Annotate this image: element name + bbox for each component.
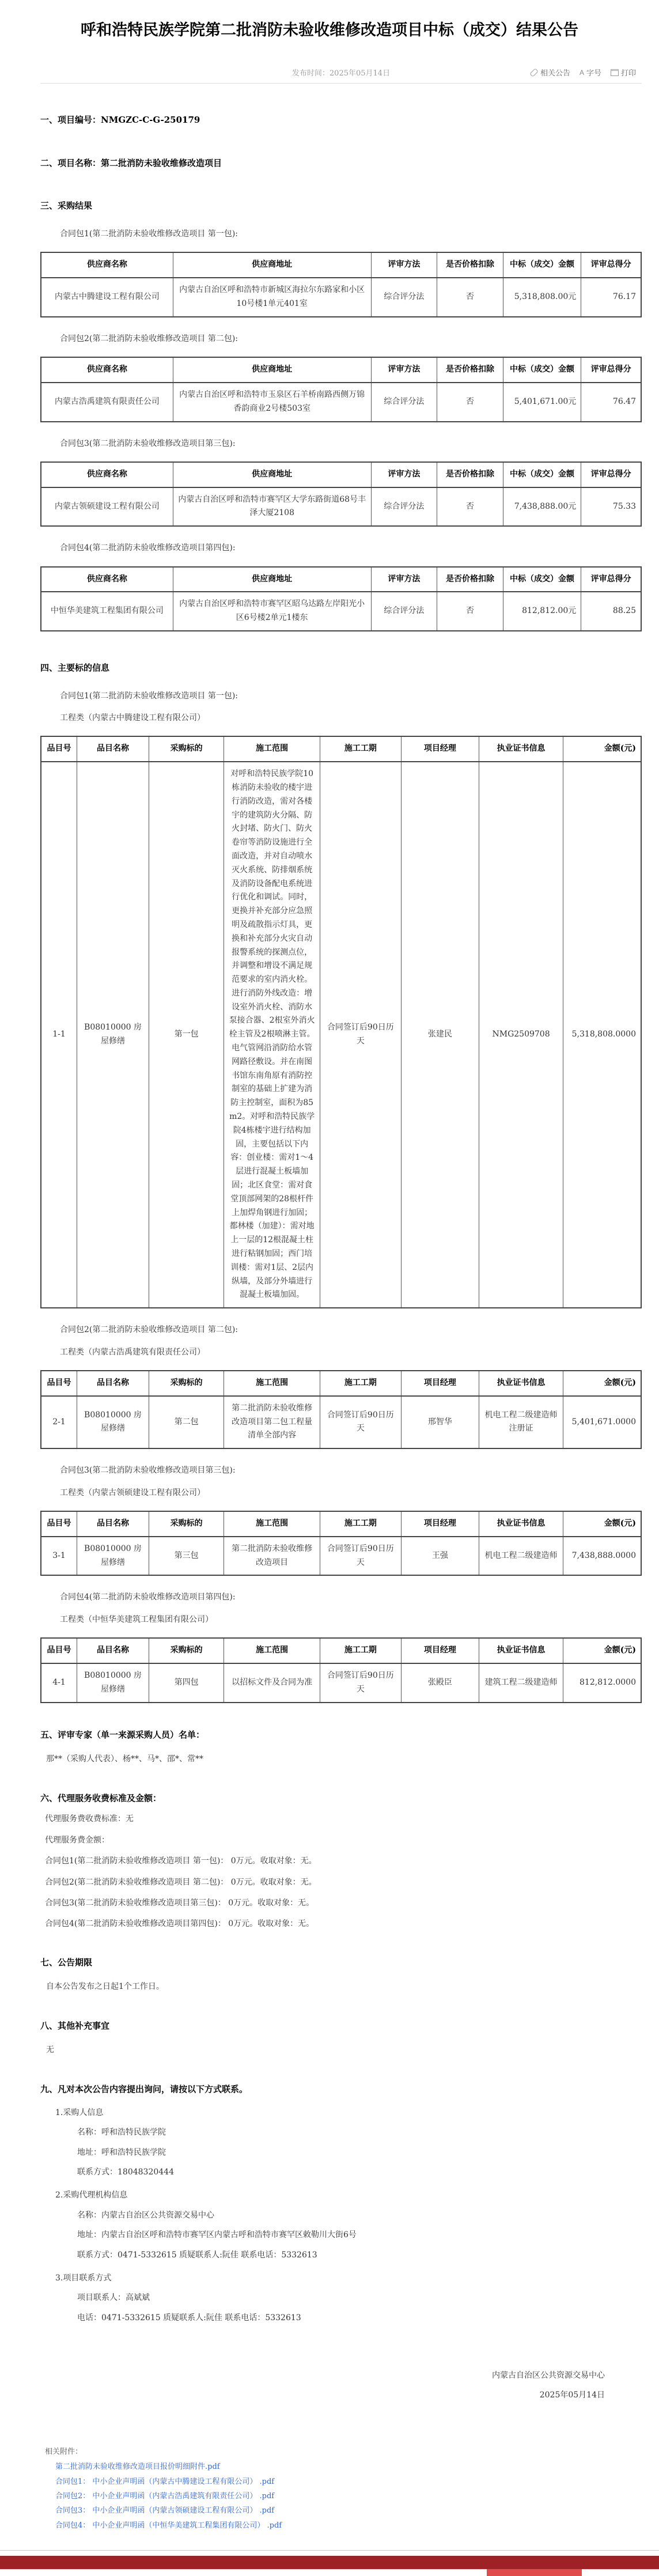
- total-score: 75.33: [581, 487, 641, 527]
- certificate-info: 机电工程二级建造师: [479, 1537, 563, 1576]
- price-deduction: 否: [437, 592, 503, 631]
- col-review-method: 评审方法: [371, 252, 437, 278]
- col-procurement-subject: 采购标的: [149, 1638, 224, 1663]
- signature-block: [0, 2324, 659, 2400]
- item-name: B08010000 房屋修缮: [77, 1396, 149, 1448]
- col-supplier-address: 供应商地址: [173, 252, 371, 278]
- result-table-package3: [40, 462, 642, 527]
- supplier-name: 内蒙古浩禹建筑有限责任公司: [41, 383, 173, 422]
- section-announcement-period: 七、公告期限: [40, 1957, 93, 1968]
- supplier-name: 中恒华美建筑工程集团有限公司: [41, 592, 173, 631]
- attachment-link[interactable]: 合同包1： 中小企业声明函（内蒙古中腾建设工程有限公司） .pdf: [55, 2477, 275, 2486]
- col-price-deduction: 是否价格扣除: [437, 462, 503, 487]
- construction-period: 合同签订后90日历天: [320, 1396, 402, 1448]
- fee-line: 代理服务费金额：: [45, 1835, 109, 1845]
- project-contact-phone: 电话：0471-5332615 质疑联系人:阮佳 联系电话：5332613: [77, 2313, 301, 2322]
- supplier-name: 内蒙古中腾建设工程有限公司: [41, 278, 173, 317]
- item-name: B08010000 房屋修缮: [77, 1537, 149, 1576]
- procurement-subject: 第二包: [149, 1396, 224, 1448]
- item-no: 1-1: [41, 762, 77, 1308]
- col-construction-scope: 施工范围: [224, 1511, 320, 1537]
- section-project-name: 二、项目名称：第二批消防未验收维修改造项目: [40, 157, 222, 168]
- subject-package1-label: 合同包1(第二批消防未验收维修改造项目 第一包):: [60, 691, 238, 701]
- col-project-manager: 项目经理: [401, 1371, 479, 1396]
- col-award-amount: 中标（成交）金额: [503, 567, 581, 592]
- item-no: 2-1: [41, 1396, 77, 1448]
- table-row: [41, 278, 641, 317]
- related-announcements-label: 相关公告: [540, 69, 570, 78]
- print-label: 打印: [620, 69, 636, 78]
- purchaser-contact: 联系方式：18048320444: [77, 2167, 174, 2177]
- agency-info-title: 2.采购代理机构信息: [55, 2191, 128, 2200]
- col-review-method: 评审方法: [371, 567, 437, 592]
- col-total-score: 评审总得分: [581, 567, 641, 592]
- subject-package3-label: 合同包3(第二批消防未验收维修改造项目第三包):: [60, 1466, 236, 1476]
- subject-header-row: [41, 1638, 641, 1663]
- col-certificate-info: 执业证书信息: [479, 1638, 563, 1663]
- table-row: [41, 383, 641, 422]
- agency-address: 地址：内蒙古自治区呼和浩特市赛罕区内蒙古呼和浩特市赛罕区敕勒川大街6号: [77, 2230, 357, 2240]
- col-certificate-info: 执业证书信息: [479, 736, 563, 762]
- award-amount: 5,318,808.00元: [503, 278, 581, 317]
- table-row: [41, 487, 641, 527]
- font-size-button[interactable]: [580, 67, 601, 78]
- col-supplier-name: 供应商名称: [41, 567, 173, 592]
- certificate-info: NMG2509708: [479, 762, 563, 1308]
- section-main-subjects: 四、主要标的信息: [40, 663, 110, 674]
- agency-contact: 联系方式：0471-5332615 质疑联系人:阮佳 联系电话：5332613: [77, 2250, 317, 2260]
- construction-scope: 第二批消防未验收维修改造项目: [224, 1537, 320, 1576]
- result-header-row: [41, 567, 641, 592]
- col-supplier-name: 供应商名称: [41, 357, 173, 383]
- amount: 812,812.0000: [563, 1663, 642, 1703]
- total-score: 76.17: [581, 278, 641, 317]
- print-button[interactable]: [611, 67, 636, 78]
- col-construction-scope: 施工范围: [224, 1371, 320, 1396]
- attachment-link[interactable]: 第二批消防未验收维修改造项目报价明细附件.pdf: [55, 2462, 220, 2472]
- construction-scope: 以招标文件及合同为准: [224, 1663, 320, 1703]
- fee-line: 合同包3(第二批消防未验收维修改造项目第三包)： 0万元。收取对象：无。: [45, 1898, 315, 1908]
- col-construction-period: 施工工期: [320, 1511, 402, 1537]
- result-package1-label: 合同包1(第二批消防未验收维修改造项目 第一包):: [60, 229, 238, 239]
- col-construction-scope: 施工范围: [224, 1638, 320, 1663]
- footer-divider: [0, 2550, 659, 2556]
- col-procurement-subject: 采购标的: [149, 1511, 224, 1537]
- col-review-method: 评审方法: [371, 357, 437, 383]
- total-score: 88.25: [581, 592, 641, 631]
- table-row: [41, 1663, 641, 1703]
- subject-header-row: [41, 1511, 641, 1537]
- col-item-no: 品目号: [41, 1638, 77, 1663]
- table-row: [41, 592, 641, 631]
- result-package3-label: 合同包3(第二批消防未验收维修改造项目第三包):: [60, 438, 236, 448]
- subject-package1-category: 工程类（内蒙古中腾建设工程有限公司）: [60, 713, 205, 723]
- issuing-date: 2025年05月14日: [539, 2390, 605, 2400]
- footer-red-stub: [487, 2569, 582, 2576]
- result-table-package2: [40, 357, 642, 422]
- col-item-no: 品目号: [41, 736, 77, 762]
- project-manager: 王强: [401, 1537, 479, 1576]
- table-row: [41, 1537, 641, 1576]
- col-procurement-subject: 采购标的: [149, 736, 224, 762]
- result-table-package4: [40, 566, 642, 631]
- procurement-subject: 第三包: [149, 1537, 224, 1576]
- col-amount: 金额(元): [563, 1371, 642, 1396]
- col-amount: 金额(元): [563, 1638, 642, 1663]
- fee-line: 合同包1(第二批消防未验收维修改造项目 第一包)： 0万元。收取对象：无。: [45, 1856, 317, 1866]
- col-supplier-address: 供应商地址: [173, 567, 371, 592]
- result-package4-label: 合同包4(第二批消防未验收维修改造项目第四包):: [60, 543, 236, 553]
- attachments-label: 相关附件：: [45, 2448, 83, 2457]
- col-price-deduction: 是否价格扣除: [437, 567, 503, 592]
- attachments-section: [0, 2445, 659, 2533]
- col-supplier-address: 供应商地址: [173, 462, 371, 487]
- project-contact-person: 项目联系人：高斌斌: [77, 2293, 150, 2303]
- price-deduction: 否: [437, 383, 503, 422]
- subject-package2-label: 合同包2(第二批消防未验收维修改造项目 第二包):: [60, 1325, 238, 1335]
- project-manager: 邢智华: [401, 1396, 479, 1448]
- col-amount: 金额(元): [563, 736, 642, 762]
- procurement-subject: 第四包: [149, 1663, 224, 1703]
- price-deduction: 否: [437, 278, 503, 317]
- amount: 5,318,808.0000: [563, 762, 642, 1308]
- construction-scope: 第二批消防未验收维修改造项目第二包工程量清单全部内容: [224, 1396, 320, 1448]
- attachments-list: [55, 2460, 659, 2533]
- table-row: [41, 762, 641, 1308]
- item-no: 4-1: [41, 1663, 77, 1703]
- award-amount: 812,812.00元: [503, 592, 581, 631]
- col-price-deduction: 是否价格扣除: [437, 252, 503, 278]
- col-price-deduction: 是否价格扣除: [437, 357, 503, 383]
- project-manager: 张建民: [401, 762, 479, 1308]
- col-item-no: 品目号: [41, 1371, 77, 1396]
- section-agency-fees: 六、代理服务收费标准及金额：: [40, 1792, 162, 1803]
- col-amount: 金额(元): [563, 1511, 642, 1537]
- col-supplier-address: 供应商地址: [173, 357, 371, 383]
- certificate-info: 建筑工程二级建造师: [479, 1663, 563, 1703]
- total-score: 76.47: [581, 383, 641, 422]
- purchaser-name: 名称：呼和浩特民族学院: [77, 2128, 166, 2138]
- col-review-method: 评审方法: [371, 462, 437, 487]
- publish-date: 发布时间：2025年05月14日: [291, 69, 391, 78]
- footer-red-stub-row: [0, 2569, 659, 2576]
- result-header-row: [41, 252, 641, 278]
- result-header-row: [41, 357, 641, 383]
- page-title: 呼和浩特民族学院第二批消防未验收维修改造项目中标（成交）结果公告: [81, 21, 578, 39]
- subject-table-package4: [40, 1637, 642, 1703]
- toolbar: [530, 67, 636, 78]
- col-award-amount: 中标（成交）金额: [503, 252, 581, 278]
- col-construction-period: 施工工期: [320, 1638, 402, 1663]
- result-table-package1: [40, 252, 642, 317]
- item-no: 3-1: [41, 1537, 77, 1576]
- fee-line: 合同包2(第二批消防未验收维修改造项目 第二包)： 0万元。收取对象：无。: [45, 1877, 317, 1887]
- col-certificate-info: 执业证书信息: [479, 1371, 563, 1396]
- col-supplier-name: 供应商名称: [41, 462, 173, 487]
- col-project-manager: 项目经理: [401, 1638, 479, 1663]
- col-item-name: 品目名称: [77, 1371, 149, 1396]
- fee-line: 代理服务费收费标准：无: [45, 1814, 134, 1824]
- subject-table-package1: [40, 736, 642, 1308]
- link-icon: [529, 68, 539, 77]
- review-experts-names: 那**（采购人代表）、杨**、马*、邵*、常**: [46, 1754, 203, 1764]
- subject-header-row: [41, 1371, 641, 1396]
- award-amount: 7,438,888.00元: [503, 487, 581, 527]
- announcement-period-body: 自本公告发布之日起1个工作日。: [46, 1982, 164, 1992]
- subject-table-package2: [40, 1370, 642, 1449]
- construction-period: 合同签订后90日历天: [320, 1663, 402, 1703]
- attachment-link[interactable]: 合同包3： 中小企业声明函（内蒙古领硕建设工程有限公司） .pdf: [55, 2506, 275, 2516]
- page-header: [0, 0, 659, 84]
- attachment-link[interactable]: 合同包2： 中小企业声明函（内蒙古浩禹建筑有限责任公司） .pdf: [55, 2492, 275, 2501]
- supplier-name: 内蒙古领硕建设工程有限公司: [41, 487, 173, 527]
- table-row: [41, 1396, 641, 1448]
- col-construction-period: 施工工期: [320, 1371, 402, 1396]
- supplier-address: 内蒙古自治区呼和浩特市赛罕区昭乌达路左岸阳光小区6号楼2单元1楼东: [173, 592, 371, 631]
- col-project-manager: 项目经理: [401, 1511, 479, 1537]
- col-supplier-name: 供应商名称: [41, 252, 173, 278]
- review-method: 综合评分法: [371, 278, 437, 317]
- col-construction-scope: 施工范围: [224, 736, 320, 762]
- col-item-name: 品目名称: [77, 1638, 149, 1663]
- col-item-name: 品目名称: [77, 1511, 149, 1537]
- subject-table-package3: [40, 1511, 642, 1576]
- project-contact-title: 3.项目联系方式: [55, 2273, 112, 2283]
- review-method: 综合评分法: [371, 592, 437, 631]
- project-manager: 张殿臣: [401, 1663, 479, 1703]
- amount: 7,438,888.0000: [563, 1537, 642, 1576]
- subject-package2-category: 工程类（内蒙古浩禹建筑有限责任公司）: [60, 1347, 205, 1357]
- subject-header-row: [41, 736, 641, 762]
- col-item-name: 品目名称: [77, 736, 149, 762]
- section-project-number: 一、项目编号：NMGZC-C-G-250179: [40, 115, 200, 126]
- certificate-info: 机电工程二级建造师注册证: [479, 1396, 563, 1448]
- other-matters-body: 无: [46, 2045, 54, 2055]
- fee-line: 合同包4(第二批消防未验收维修改造项目第四包)： 0万元。收取对象：无。: [45, 1919, 315, 1929]
- issuing-agency: 内蒙古自治区公共资源交易中心: [492, 2371, 605, 2381]
- subject-package4-label: 合同包4(第二批消防未验收维修改造项目第四包):: [60, 1592, 236, 1602]
- section-review-experts: 五、评审专家（单一来源采购人员）名单：: [40, 1729, 205, 1740]
- related-announcements-button[interactable]: [530, 67, 570, 78]
- col-award-amount: 中标（成交）金额: [503, 357, 581, 383]
- section-contact-info: 九、凡对本次公告内容提出询问，请按以下方式联系。: [40, 2084, 248, 2095]
- purchaser-info-title: 1.采购人信息: [55, 2108, 104, 2117]
- font-size-icon: A: [579, 68, 584, 77]
- amount: 5,401,671.0000: [563, 1396, 642, 1448]
- col-total-score: 评审总得分: [581, 462, 641, 487]
- section-other-matters: 八、其他补充事宜: [40, 2020, 110, 2031]
- col-construction-period: 施工工期: [320, 736, 402, 762]
- col-total-score: 评审总得分: [581, 252, 641, 278]
- subject-package3-category: 工程类（内蒙古领硕建设工程有限公司）: [60, 1488, 205, 1497]
- col-item-no: 品目号: [41, 1511, 77, 1537]
- award-amount: 5,401,671.00元: [503, 383, 581, 422]
- meta-bar: [40, 65, 642, 84]
- subject-package4-category: 工程类（中恒华美建筑工程集团有限公司）: [60, 1614, 213, 1624]
- printer-icon: [611, 69, 619, 76]
- col-project-manager: 项目经理: [401, 736, 479, 762]
- font-size-label: 字号: [586, 69, 601, 78]
- procurement-subject: 第一包: [149, 762, 224, 1308]
- col-procurement-subject: 采购标的: [149, 1371, 224, 1396]
- footer-bar: [0, 2556, 659, 2569]
- supplier-address: 内蒙古自治区呼和浩特市赛罕区大学东路街道68号丰泽大厦2108: [173, 487, 371, 527]
- col-total-score: 评审总得分: [581, 357, 641, 383]
- construction-period: 合同签订后90日历天: [320, 762, 402, 1308]
- section-procurement-results: 三、采购结果: [40, 201, 93, 211]
- result-header-row: [41, 462, 641, 487]
- result-package2-label: 合同包2(第二批消防未验收维修改造项目 第二包):: [60, 334, 238, 343]
- attachment-link[interactable]: 合同包4： 中小企业声明函（中恒华美建筑工程集团有限公司） .pdf: [55, 2521, 282, 2530]
- agency-name: 名称：内蒙古自治区公共资源交易中心: [77, 2210, 214, 2220]
- review-method: 综合评分法: [371, 487, 437, 527]
- col-award-amount: 中标（成交）金额: [503, 462, 581, 487]
- item-name: B08010000 房屋修缮: [77, 1663, 149, 1703]
- price-deduction: 否: [437, 487, 503, 527]
- construction-period: 合同签订后90日历天: [320, 1537, 402, 1576]
- review-method: 综合评分法: [371, 383, 437, 422]
- announcement-body: [0, 114, 659, 2324]
- supplier-address: 内蒙古自治区呼和浩特市新城区海拉尔东路家和小区10号楼1单元401室: [173, 278, 371, 317]
- purchaser-address: 地址：呼和浩特民族学院: [77, 2147, 166, 2157]
- supplier-address: 内蒙古自治区呼和浩特市玉泉区石羊桥南路西侧万锦香韵商业2号楼503室: [173, 383, 371, 422]
- col-certificate-info: 执业证书信息: [479, 1511, 563, 1537]
- construction-scope: 对呼和浩特民族学院10栋消防未验收的楼宇进行消防改造，需对各楼宇的建筑防火分隔、防火封堵、防火门、防火卷帘等消防设施进行全面改造，并对自动喷水灭火系统、防排烟系统及消防设备配电系统进行优化和调试。同时，更换并补充部分应急照明及疏散指示灯具，更换和补充部分火灾自动报警系统的探测点位，并调整和增设不满足规范要求的室内消火栓。进行消防外线改造：增设室外消火栓、消防水泵接合器、2根室外消火栓主管及2根喷淋主管。电气管网沿消防给水管网路径敷设。并在南图书馆东南角原有消防控制室的基础上扩建为消防主控制室，面积为85m2。对呼和浩特民族学院4栋楼宇进行结构加固，主要包括以下内容：创业楼：需对1～4层进行混凝土板墙加固；北区食堂：需对食堂顶部网架的28根杆件上加焊角钢进行加固；都林楼（加建）：需对地上一层的12根混凝土柱进行粘钢加固；西门培训楼：需对1层、2层内纵墙，及部分外墙进行混凝土板墙加固。: [224, 762, 320, 1308]
- item-name: B08010000 房屋修缮: [77, 762, 149, 1308]
